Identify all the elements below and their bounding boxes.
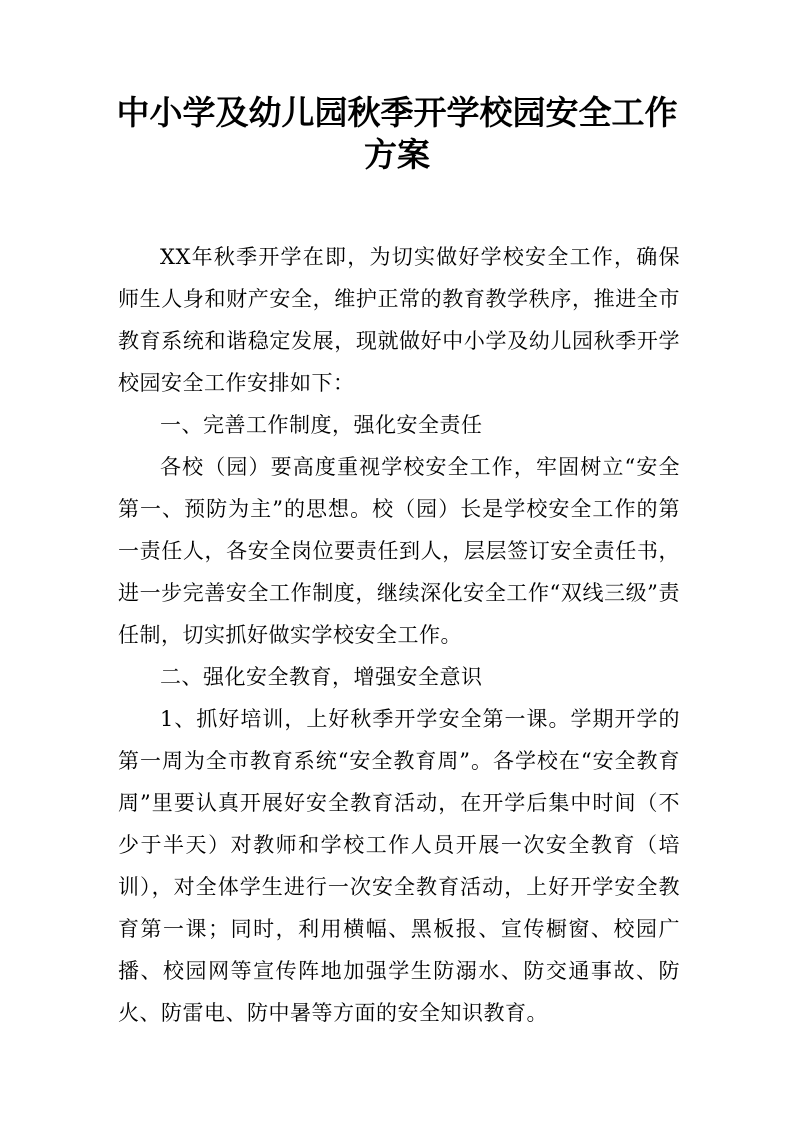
document-body <box>118 236 680 1034</box>
document-title <box>100 92 694 176</box>
title-line-1: 中小学及幼儿园秋季开学校园安全工作 <box>116 93 678 132</box>
section-heading-1: 一、完善工作制度，强化安全责任 <box>160 413 483 437</box>
title-line-2: 方案 <box>364 135 430 174</box>
section-heading-2: 二、强化安全教育，增强安全意识 <box>160 665 483 689</box>
section-1-paragraph: 各校（园）要高度重视学校安全工作，牢固树立“安全第一、预防为主”的思想。校（园）长是学校安全工作的第一责任人，各安全岗位要责任到人，层层签订安全责任书，进一步完善安全工作制度，继续深化安全工作“双线三级”责任制，切实抓好做实学校安全工作。 <box>118 455 680 647</box>
section-2-paragraph: 1、抓好培训，上好秋季开学安全第一课。学期开学的第一周为全市教育系统“安全教育周”。各学校在“安全教育周”里要认真开展好安全教育活动，在开学后集中时间（不少于半天）对教师和学校工作人员开展一次安全教育（培训），对全体学生进行一次安全教育活动，上好开学安全教育第一课；同时，利用横幅、黑板报、宣传橱窗、校园广播、校园网等宣传阵地加强学生防溺水、防交通事故、防火、防雷电、防中暑等方面的安全知识教育。 <box>118 707 680 1025</box>
intro-paragraph: XX年秋季开学在即，为切实做好学校安全工作，确保师生人身和财产安全，维护正常的教育教学秩序，推进全市教育系统和谐稳定发展，现就做好中小学及幼儿园秋季开学校园安全工作安排如下： <box>118 245 680 395</box>
